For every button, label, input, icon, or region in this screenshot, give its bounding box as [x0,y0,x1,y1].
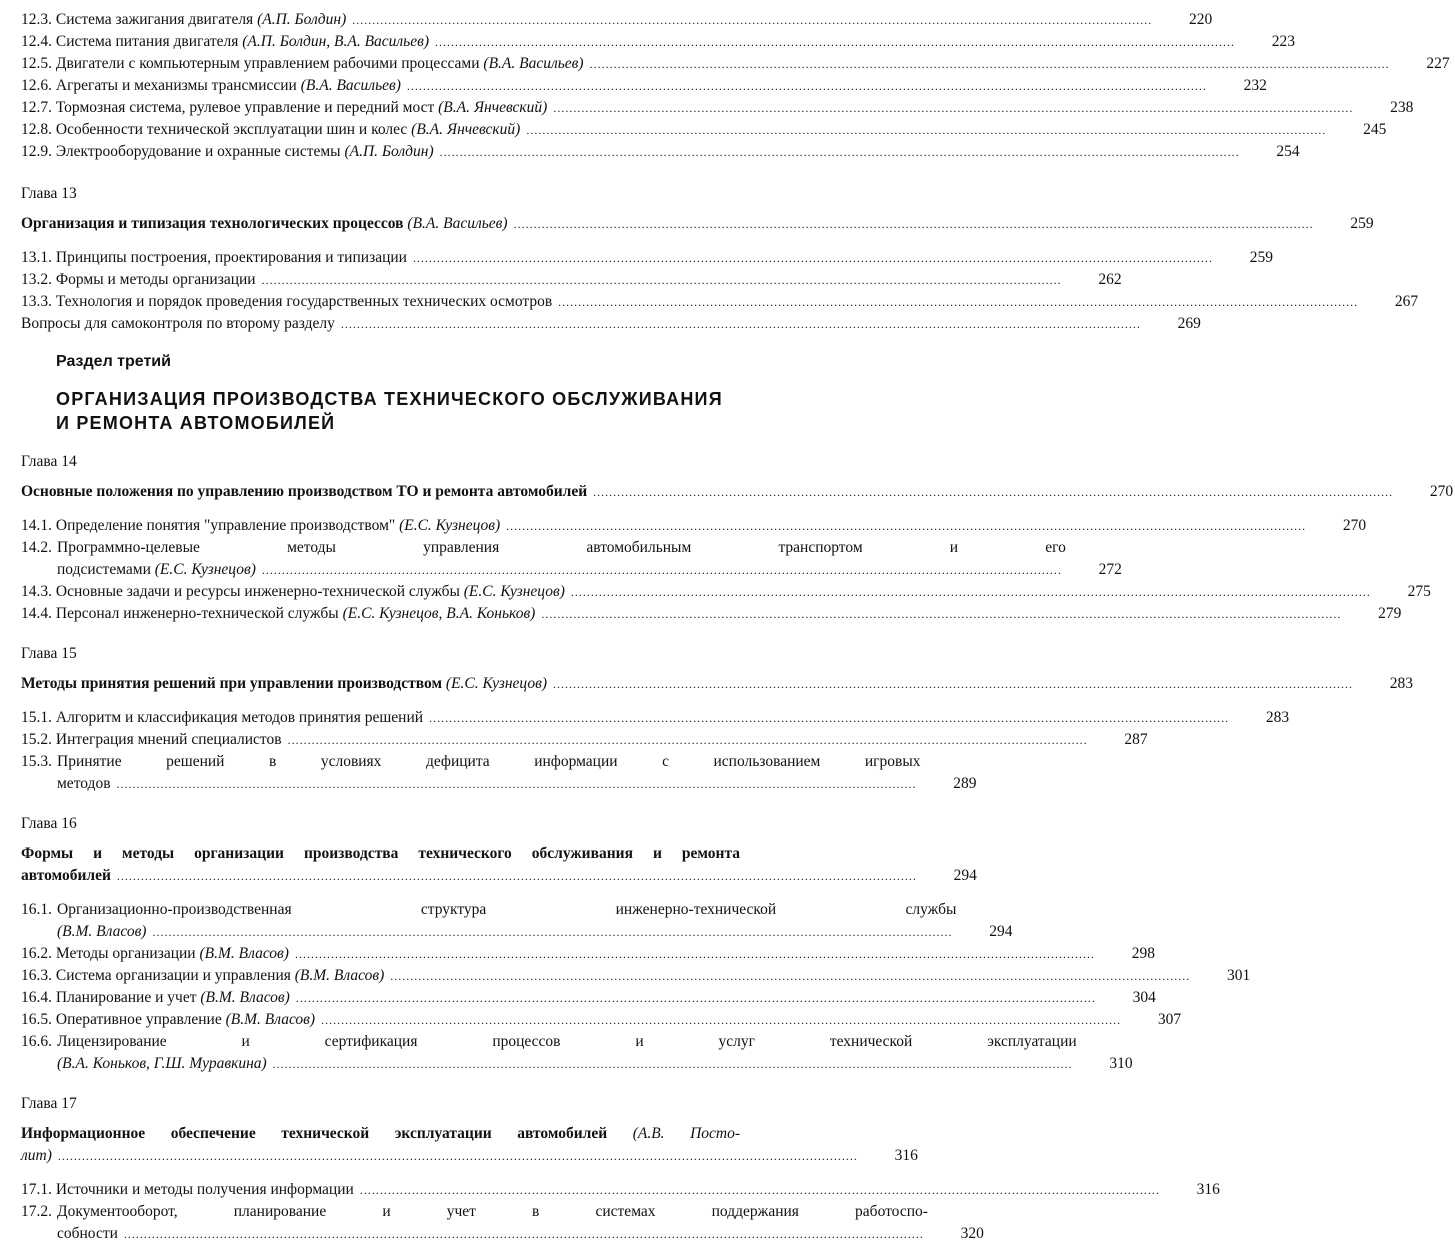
entry-title: Источники и методы получения информации [55,1181,354,1198]
entry-title: Принципы построения, проектирования и типизации [55,249,407,266]
entry-number: 16.5. [21,1011,52,1028]
entry-title: Программно-целевые методы управления автомобильным транспортом и его [57,539,1066,556]
page-number: 287 [1124,731,1148,748]
chapter-label: Глава 16 [21,815,77,832]
page-number: 289 [953,775,977,792]
toc-entry [21,581,1431,603]
entry-title: Технология и порядок проведения государственных технических осмотров [55,293,553,310]
chapter-title: Основные положения по управлению производством ТО и ремонта автомобилей [21,483,588,500]
entry-number: 12.9. [21,143,52,160]
entry-number: 12.5. [21,55,52,72]
entry-number: 12.4. [21,33,52,50]
chapter-title: Информационное обеспечение технической эксплуатации автомобилей [21,1125,608,1142]
entry-title: Персонал инженерно-технической службы [55,605,339,622]
page-number: 316 [894,1147,918,1164]
page-number: 254 [1276,143,1300,160]
page-number: 310 [1109,1055,1133,1072]
toc-entry [21,1031,1133,1075]
page-number: 262 [1098,271,1122,288]
page-number: 270 [1342,517,1367,534]
entry-number: 16.4. [21,989,52,1006]
chapter-label: Глава 15 [21,645,77,662]
entry-title: Методы организации [55,945,196,962]
entry-title: Особенности технической эксплуатации шин и колес [55,121,408,138]
entry-title-cont: подсистемами [57,561,151,578]
entry-number: 13.2. [21,271,52,288]
entry-author: (Е.С. Кузнецов) [154,561,256,578]
entry-number: 15.3. [21,753,52,770]
page-number: 269 [1177,315,1201,332]
entry-author: (А.П. Болдин) [344,143,434,160]
entry-title: Формы и методы организации [55,271,256,288]
toc-entry [21,269,1122,291]
entry-number: 12.8. [21,121,52,138]
page-number: 304 [1132,989,1156,1006]
entry-author: (В.М. Власов) [200,989,290,1006]
entry-number: 16.2. [21,945,52,962]
toc-entry [21,291,1419,313]
entry-author: (Е.С. Кузнецов) [399,517,501,534]
page-number: 232 [1243,77,1267,94]
page-number: 267 [1394,293,1419,310]
entry-author: (В.М. Власов) [225,1011,316,1028]
toc-entry [21,97,1414,119]
entry-number: 14.2. [21,539,52,556]
page-number: 298 [1131,945,1155,962]
entry-number: 12.7. [21,99,52,116]
page-number: 223 [1271,33,1295,50]
chapter-title-row [21,865,977,887]
page-number: 259 [1350,215,1374,232]
entry-author: (В.М. Власов) [57,923,147,940]
entry-number: 13.1. [21,249,52,266]
chapter-title-row [21,1145,918,1167]
page-number: 275 [1407,583,1431,600]
page-number: 320 [960,1225,984,1242]
entry-title: Принятие решений в условиях дефицита информации с использованием игровых [57,753,921,770]
entry-author: (А.П. Болдин, В.А. Васильев) [242,33,429,50]
entry-number: 15.1. [21,709,52,726]
toc-entry [21,141,1300,163]
entry-title-cont: методов [57,775,111,792]
page-number: 316 [1196,1181,1220,1198]
entry-author: (Е.С. Кузнецов) [463,583,565,600]
entry-number: 16.1. [21,901,52,918]
chapter-title: Методы принятия решений при управлении производством [21,675,443,692]
entry-title: Система зажигания двигателя [55,11,254,28]
entry-title: Тормозная система, рулевое управление и передний мост [55,99,435,116]
entry-title: Система организации и управления [55,967,291,984]
chapter-13 [21,183,1419,335]
entry-number: 16.6. [21,1033,52,1050]
chapter-15 [21,643,1413,795]
entry-number: 14.1. [21,517,52,534]
toc-entry [21,75,1267,97]
toc-entry [21,729,1148,751]
entry-title: Система питания двигателя [55,33,239,50]
toc-entry-questions [21,313,1201,335]
toc-entry [21,603,1402,625]
entry-number: 14.4. [21,605,52,622]
toc-entry [21,707,1290,729]
page-number: 245 [1363,121,1387,138]
entry-author: (В.А. Янчевский) [438,99,548,116]
section-heading: Раздел третий [56,353,171,370]
chapter-title: Организация и типизация технологических процессов [21,215,404,232]
entry-title: Двигатели с компьютерным управлением рабочими процессами [55,55,480,72]
entry-number: 13.3. [21,293,52,310]
entry-author: (Е.С. Кузнецов, В.А. Коньков) [342,605,536,622]
entry-number: 15.2. [21,731,52,748]
entry-number: 16.3. [21,967,52,984]
entry-title: Основные задачи и ресурсы инженерно-технической службы [55,583,460,600]
entry-author: (В.М. Власов) [199,945,289,962]
section-title-line: И РЕМОНТА АВТОМОБИЛЕЙ [56,413,336,433]
entry-author: (А.П. Болдин) [257,11,347,28]
entry-number: 14.3. [21,583,52,600]
page-number: 259 [1249,249,1273,266]
entry-title: Организационно-производственная структура инженерно-технической службы [57,901,957,918]
entry-author: (В.А. Коньков, Г.Ш. Муравкина) [57,1055,267,1072]
chapter-title-cont: автомобилей [21,867,111,884]
section-title-line: ОРГАНИЗАЦИЯ ПРОИЗВОДСТВА ТЕХНИЧЕСКОГО ОБСЛУЖИВАНИЯ [56,389,723,409]
chapter-title-row [21,213,1374,235]
entry-title: Интеграция мнений специалистов [55,731,282,748]
chapter-14 [21,451,1454,625]
toc-entry [21,537,1122,581]
toc-entry [21,899,1013,943]
chapter-label: Глава 17 [21,1095,77,1112]
chapter-title-row [21,481,1454,503]
chapter-17 [21,1093,1220,1245]
toc-list-ch12 [21,9,1450,163]
toc-entry [21,9,1213,31]
page-number: 301 [1226,967,1251,984]
chapter-author: (В.А. Васильев) [407,215,508,232]
entry-number: 17.1. [21,1181,52,1198]
entry-title: Лицензирование и сертификация процессов и услуг технической эксплуатации [57,1033,1077,1050]
toc-entry [21,1179,1220,1201]
entry-title: Алгоритм и классификация методов принятия решений [55,709,424,726]
toc-entry [21,53,1450,75]
page-number: 272 [1098,561,1122,578]
toc-entry [21,247,1273,269]
entry-author: (В.М. Власов) [294,967,385,984]
entry-number: 17.2. [21,1203,52,1220]
entry-title-cont: собности [57,1225,118,1242]
chapter-author-cont: лит) [21,1147,52,1164]
toc-entry [21,943,1155,965]
entry-number: 12.3. [21,11,52,28]
entry-title: Оперативное управление [55,1011,222,1028]
toc-entry [21,987,1156,1009]
entry-title: Агрегаты и механизмы трансмиссии [55,77,297,94]
chapter-author: (А.В. Постo- [632,1125,741,1142]
entry-title: Документооборот, планирование и учет в системах поддержания работоспо- [57,1203,928,1220]
toc-entry [21,1201,984,1245]
page-number: 294 [989,923,1013,940]
page-number: 283 [1389,675,1413,692]
page-number: 227 [1426,55,1450,72]
page-number: 283 [1265,709,1290,726]
entry-author: (В.А. Васильев) [483,55,584,72]
page-number: 307 [1157,1011,1182,1028]
chapter-label: Глава 13 [21,185,77,202]
entry-author: (В.А. Васильев) [300,77,401,94]
toc-entry [21,965,1251,987]
page-number: 270 [1429,483,1454,500]
entry-author: (В.А. Янчевский) [411,121,521,138]
entry-title: Планирование и учет [55,989,197,1006]
page-number: 220 [1188,11,1213,28]
chapter-title-line [21,1123,798,1145]
page-number: 294 [953,867,977,884]
toc-entry [21,515,1367,537]
chapter-16 [21,813,1251,1075]
toc-entry [21,119,1387,141]
page-number: 238 [1390,99,1414,116]
chapter-author: (Е.С. Кузнецов) [445,675,547,692]
entry-title: Вопросы для самоконтроля по второму разделу [21,315,335,332]
chapter-label: Глава 14 [21,453,77,470]
toc-entry [21,1009,1182,1031]
chapter-title: Формы и методы организации производства технического обслуживания и ремонта [21,845,740,862]
toc-entry [21,31,1295,53]
toc-entry [21,751,977,795]
chapter-title-row [21,673,1413,695]
page-number: 279 [1378,605,1402,622]
entry-title: Определение понятия "управление производством" [55,517,396,534]
entry-number: 12.6. [21,77,52,94]
entry-title: Электрооборудование и охранные системы [55,143,341,160]
section-title [56,387,798,435]
